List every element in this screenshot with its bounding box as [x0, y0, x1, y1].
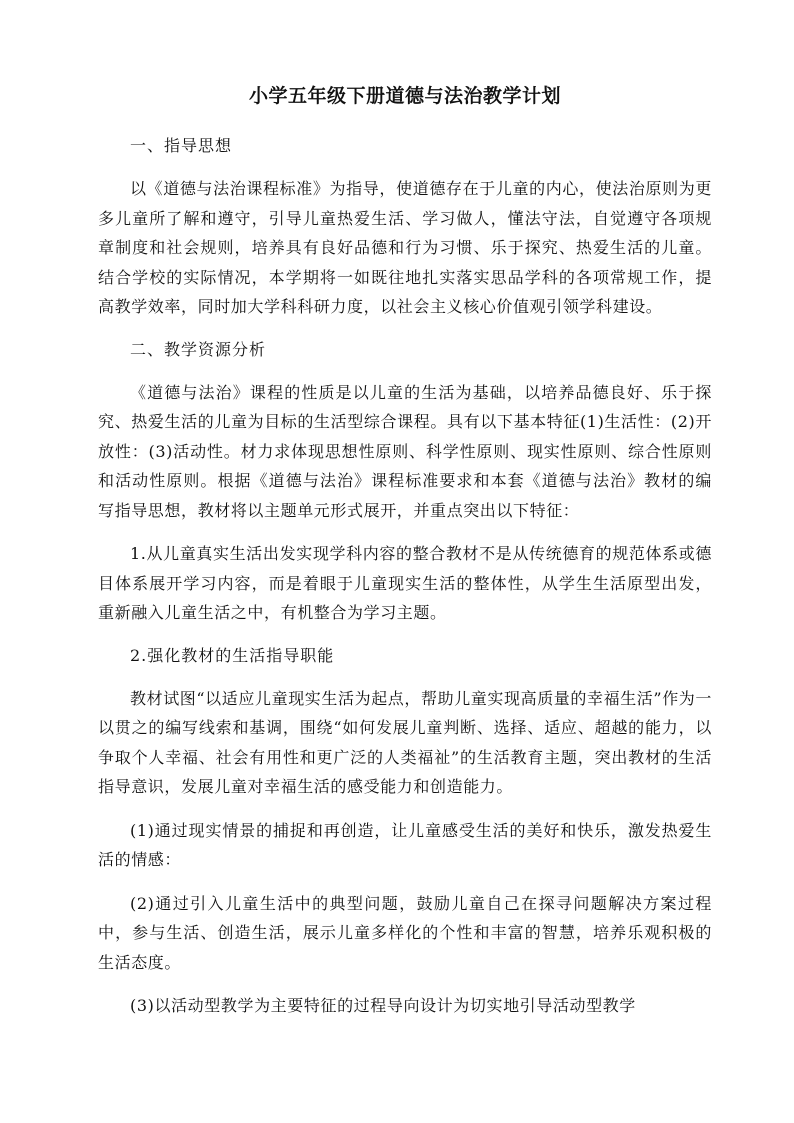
paragraph-item-3: (3)以活动型教学为主要特征的过程导向设计为切实地引导活动型教学 [130, 996, 636, 1015]
document-title: 小学五年级下册道德与法治教学计划 [248, 85, 561, 107]
paragraph-item-2: (2)通过引入儿童生活中的典型问题，鼓励儿童自己在探寻问题解决方案过程中，参与生活、创造生活，展示儿童多样化的个性和丰富的智慧，培养乐观积极的生活态度。 [98, 893, 712, 972]
document-body [98, 132, 712, 1021]
paragraph-guiding-thought: 以《道德与法治课程标准》为指导，使道德存在于儿童的内心，使法治原则为更多儿童所了解和遵守，引导儿童热爱生活、学习做人，懂法守法，自觉遵守各项规章制度和社会规则，培养具有良好品德和行为习惯、乐于探究、热爱生活的儿童。结合学校的实际情况，本学期将一如既往地扎实落实思品学科的各项常规工作，提高教学效率，同时加大学科科研力度，以社会主义核心价值观引领学科建设。 [98, 179, 712, 316]
paragraph-feature-2: 教材试图“以适应儿童现实生活为起点，帮助儿童实现高质量的幸福生活”作为一以贯之的编写线索和基调，围绕“如何发展儿童判断、选择、适应、超越的能力，以争取个人幸福、社会有用性和更广泛的人类福祉”的生活教育主题，突出教材的生活指导意识，发展儿童对幸福生活的感受能力和创造能力。 [98, 688, 712, 796]
section-heading-resource-analysis: 二、教学资源分析 [130, 339, 267, 359]
paragraph-feature-1: 1.从儿童真实生活出发实现学科内容的整合教材不是从传统德育的规范体系或德目体系展开学习内容，而是着眼于儿童现实生活的整体性，从学生生活原型出发，重新融入儿童生活之中，有机整合为学习主题。 [98, 544, 712, 622]
subheading-feature-2: 2.强化教材的生活指导职能 [130, 645, 335, 665]
paragraph-resource-analysis: 《道德与法治》课程的性质是以儿童的生活为基础，以培养品德良好、乐于探究、热爱生活的儿童为目标的生活型综合课程。具有以下基本特征(1)生活性：(2)开放性：(3)活动性。材力求体现思想性原则、科学性原则、现实性原则、综合性原则和活动性原则。根据《道德与法治》课程标准要求和本套《道德与法治》教材的编写指导思想，教材将以主题单元形式展开，并重点突出以下特征： [98, 382, 712, 520]
section-heading-guiding-thought: 一、指导思想 [130, 136, 233, 155]
paragraph-item-1: (1)通过现实情景的捕捉和再创造，让儿童感受生活的美好和快乐，激发热爱生活的情感： [98, 820, 712, 869]
